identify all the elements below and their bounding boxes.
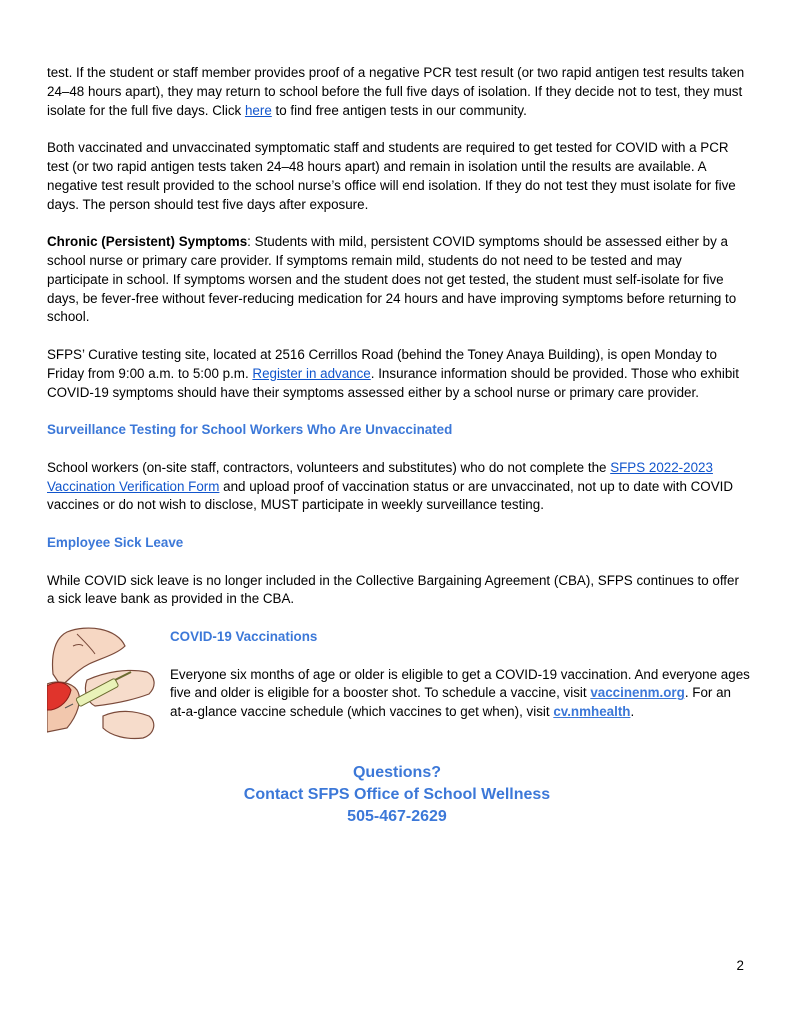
sick-leave-paragraph: While COVID sick leave is no longer included in the Collective Bargaining Agreement (CBA), SFPS continues to offer a sick leave bank as provided in the CBA. [47, 572, 739, 607]
contact-office: Contact SFPS Office of School Wellness [243, 785, 551, 803]
surveillance-heading: Surveillance Testing for School Workers Who Are Unvaccinated [47, 422, 453, 438]
surveillance-paragraph [47, 459, 747, 515]
text: Everyone six months of age or older is eligible to get a COVID-19 vaccination. And everyone ages five and older is eligible for a booster shot. To schedule a vaccine, visit [170, 666, 750, 701]
contact-phone: 505-467-2629 [347, 807, 447, 825]
vaccination-section [47, 628, 750, 744]
text: to find free antigen tests in our community. [271, 102, 527, 118]
free-tests-link[interactable]: here [244, 102, 272, 118]
text: and upload proof of vaccination status or are unvaccinated, not up to date with COVID vaccines or do not wish to disclose, MUST participate in weekly surveillance testing. [47, 478, 734, 513]
isolation-paragraph [47, 64, 747, 120]
chronic-symptoms-label: Chronic (Persistent) Symptoms [47, 234, 248, 250]
testing-paragraph: Both vaccinated and unvaccinated symptomatic staff and students are required to get tested for COVID with a PCR test (or two rapid antigen tests taken 24–48 hours apart) and remain in isolation until the results are available. A negative test result provided to the school nurse’s office will end isolation. If they do not test they must isolate for five days. The person should test five days after exposure. [47, 140, 736, 212]
page-number: 2 [736, 958, 744, 973]
chronic-symptoms-paragraph [47, 233, 747, 327]
text: SFPS’ Curative testing site, located at 2516 Cerrillos Road (behind the Toney Anaya Building), is open Monday to Friday from 9:00 a.m. to 5:00 p.m. [47, 346, 717, 381]
vaccination-paragraph [170, 666, 750, 722]
sick-leave-heading: Employee Sick Leave [47, 534, 184, 550]
nmhealth-link[interactable]: cv.nmhealth [553, 704, 631, 720]
text: : Students with mild, persistent COVID symptoms should be assessed either by a school nurse or primary care provider. If symptoms remain mild, students do not need to be tested and may participate in school. If symptoms worsen and the student does not get tested, the student must self-isolate for five days, be fever-free without fever-reducing medication for 24 hours and have improving symptoms before returning to school. [47, 234, 737, 325]
text: . Insurance information should be provided. Those who exhibit COVID-19 symptoms should have their symptoms assessed either by a school nurse or primary care provider. [47, 365, 739, 400]
vaccination-text [170, 628, 750, 722]
text: School workers (on-site staff, contractors, volunteers and substitutes) who do not complete the [47, 459, 611, 475]
vaccinenm-link[interactable]: vaccinenm.org [590, 685, 685, 701]
document-body [47, 64, 750, 828]
vaccination-illustration [47, 624, 162, 744]
verification-form-link[interactable]: SFPS 2022-2023 Vaccination Verification Form [47, 459, 713, 494]
text: . [630, 704, 635, 720]
text: . For an at-a-glance vaccine schedule (which vaccines to get when), visit [170, 685, 731, 720]
text: test. If the student or staff member provides proof of a negative PCR test result (or two rapid antigen test results taken 24–48 hours apart), they may return to school before the full five days of isolation. If they decide not to test, they must isolate for the full five days. Click [47, 65, 745, 118]
vaccinations-heading: COVID-19 Vaccinations [170, 628, 318, 644]
testing-site-paragraph [47, 346, 747, 402]
contact-block [47, 762, 747, 828]
contact-questions: Questions? [352, 763, 441, 781]
register-link[interactable]: Register in advance [252, 365, 371, 381]
